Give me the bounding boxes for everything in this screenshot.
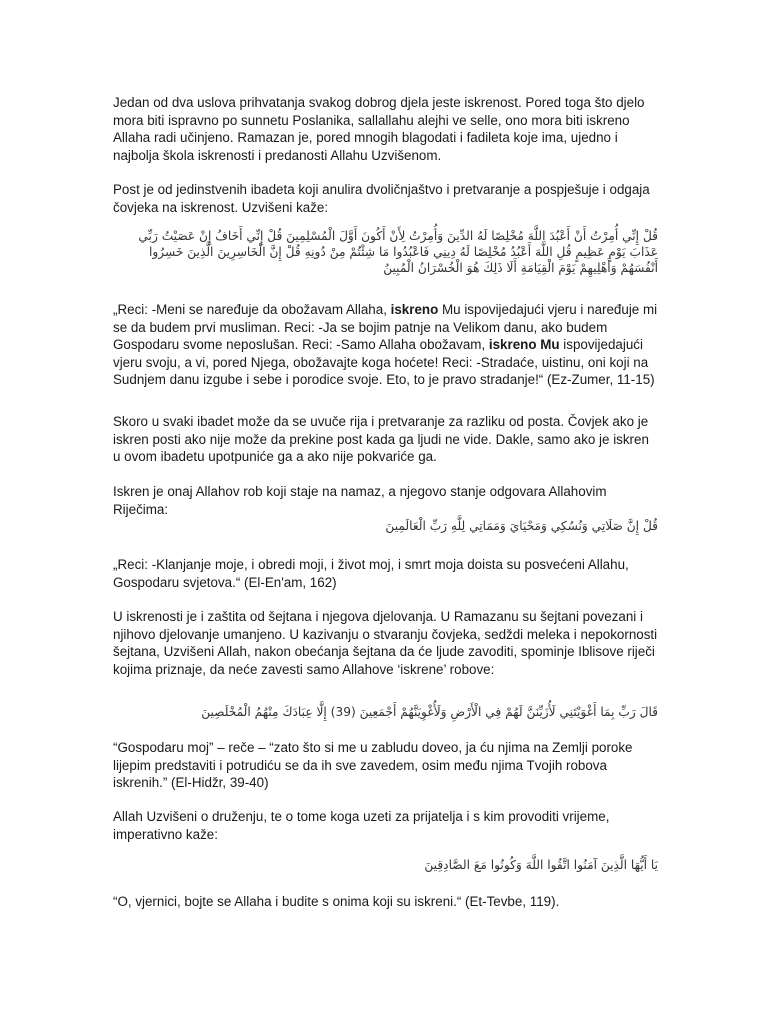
- text-run: „Reci: -Meni se naređuje da obožavam Allaha,: [113, 302, 391, 317]
- arabic-quote-zumer: قُلْ إِنِّي أُمِرْتُ أَنْ أَعْبُدَ اللَّهَ مُخْلِصًا لَهُ الدِّينَ وَأُمِرْتُ لِأَنْ أَكُونَ أَوَّلَ الْمُسْلِمِينَ قُلْ إِنِّي أَخَافُ إِنْ عَصَيْتُ رَبِّي عَذَابَ يَوْمٍ عَظِيمٍ قُلِ اللَّهَ أَعْبُدُ مُخْلِصًا لَهُ دِينِي فَاعْبُدُوا مَا شِئْتُمْ مِنْ دُونِهِ قُلْ إِنَّ الْخَاسِرِينَ الَّذِينَ خَسِرُوا أَنْفُسَهُمْ وَأَهْلِيهِمْ يَوْمَ الْقِيَامَةِ أَلَا ذَلِكَ هُوَ الْخُسْرَانُ الْمُبِينُ: [138, 229, 658, 275]
- riya-paragraph: Skoro u svaki ibadet može da se uvuče rija i pretvaranje za razliku od posta. Čovjek ako je iskren posti ako nije može da prekine post kada ga ljudi ne vide. Dakle, samo ako je iskren u ovom ibadetu upotpuniće ga a ako nije pokvariće ga.: [113, 414, 649, 465]
- intro-paragraph: Jedan od dva uslova prihvatanja svakog dobrog djela jeste iskrenost. Pored toga što djelo mora biti ispravno po sunnetu Poslanika, sallallahu alejhi ve selle, ono mora biti iskreno Allaha radi učinjeno. Ramazan je, pored mnogih blagodati i fadileta koje ima, ujedno i najbolja škola iskrenosti i predanosti Allahu Uzvišenom.: [113, 95, 645, 163]
- enam-translation: „Reci: -Klanjanje moje, i obredi moji, i život moj, i smrt moja doista su posvećeni Allahu, Gospodaru svjetova.“ (El-En'am, 162): [113, 557, 629, 590]
- zumer-translation: [113, 301, 658, 389]
- companionship-paragraph: Allah Uzvišeni o druženju, te o tome koga uzeti za prijatelja i s kim provoditi vrijeme, imperativno kaže:: [113, 809, 610, 842]
- text-run: ispovijedajući vjeru svoju, a vi, pored Njega, obožavajte koga hoćete! Reci: -Stradaće, uistinu, oni koji na Sudnjem danu izgube i sebe i porodice svoje. Eto, to je pravo stradanje!“ (Ez-Zumer, 11-15): [113, 337, 655, 388]
- prayer-paragraph: Iskren je onaj Allahov rob koji staje na namaz, a njegovo stanje odgovara Allahovim Riječima:: [113, 484, 607, 517]
- text-run: Mu ispovijedajući vjeru i naređuje mi se da budem prvi musliman. Reci: -Ja se bojim patnje na Velikom danu, ako budem Gospodaru svome neposlušan. Reci: -Samo Allaha obožavam,: [113, 302, 658, 353]
- emphasis-iskreno-mu: iskreno Mu: [488, 337, 560, 353]
- shaytan-paragraph: U iskrenosti je i zaštita od šejtana i njegova djelovanja. U Ramazanu su šejtani povezani i njihovo djelovanje umanjeno. U kazivanju o stvaranju čovjeka, sedždi meleka i nepokornosti šejtana, Uzvišeni Allah, nakon obećanja šejtana da će ljude zavoditi, spominje Iblisove riječi kojima priznaje, da neće zavesti samo Allahove ‘iskrene’ robove:: [113, 609, 658, 677]
- tevbe-translation: “O, vjernici, bojte se Allaha i budite s onima koji su iskreni.“ (Et-Tevbe, 119).: [113, 894, 560, 909]
- arabic-quote-enam: قُلْ إِنَّ صَلَاتِي وَنُسُكِي وَمَحْيَايَ وَمَمَاتِي لِلَّهِ رَبِّ الْعَالَمِينَ: [385, 519, 658, 533]
- hijr-translation: “Gospodaru moj” – reče – “zato što si me u zabludu doveo, ja ću njima na Zemlji poroke lijepim predstaviti i potrudiću se da ih sve zavedem, osim među njima Tvojih robova iskrenih.” (El-Hidžr, 39-40): [113, 740, 633, 791]
- emphasis-iskreno: iskreno: [390, 302, 439, 317]
- fasting-paragraph: Post je od jedinstvenih ibadeta koji anulira dvoličnjaštvo i pretvaranje a pospješuje i odgaja čovjeka na iskrenost. Uzvišeni kaže:: [113, 182, 650, 215]
- arabic-quote-hijr: قَالَ رَبِّ بِمَا أَغْوَيْتَنِي لَأُزَيِّنَنَّ لَهُمْ فِي الْأَرْضِ وَلَأُغْوِيَنَّهُمْ أَجْمَعِينَ (39) إِلَّا عِبَادَكَ مِنْهُمُ الْمُخْلَصِينَ: [201, 705, 658, 719]
- arabic-quote-tevbe: يَا أَيُّهَا الَّذِينَ آمَنُوا اتَّقُوا اللَّهَ وَكُونُوا مَعَ الصَّادِقِينَ: [424, 858, 658, 872]
